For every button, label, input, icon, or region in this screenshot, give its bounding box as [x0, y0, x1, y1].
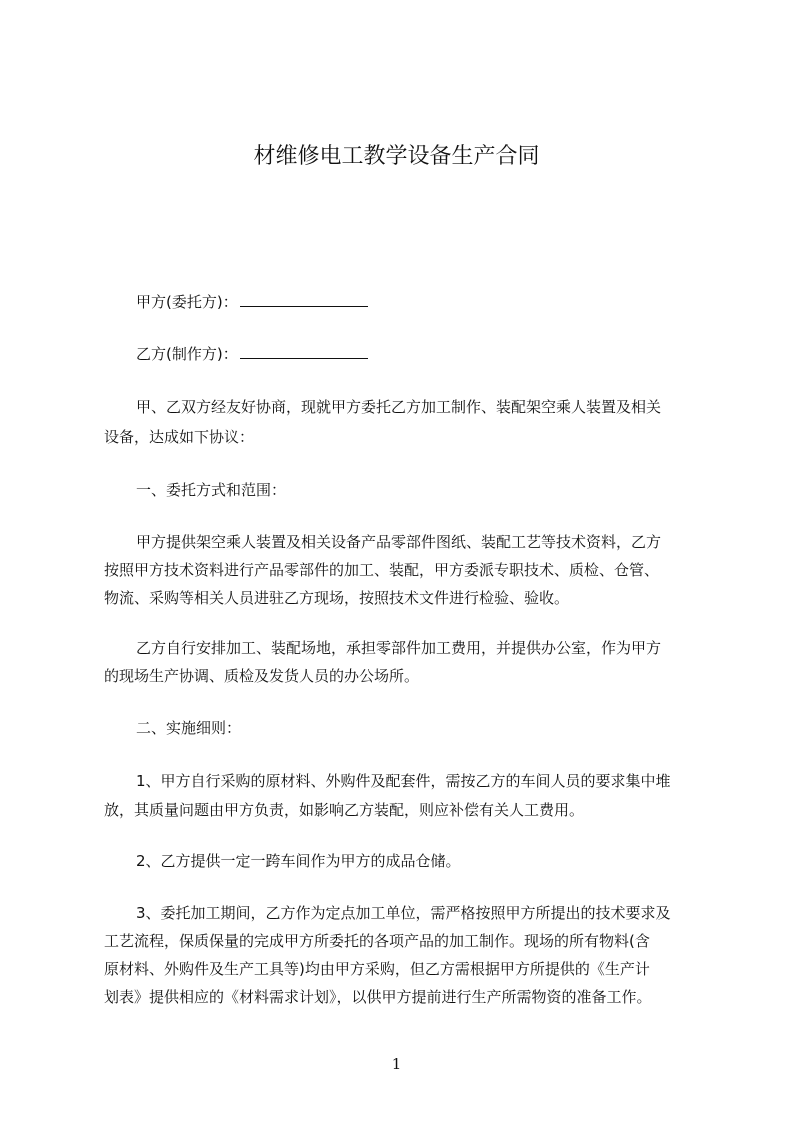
page-number: 1 — [391, 1055, 402, 1073]
item2-line-1: 2、乙方提供一定一跨车间作为甲方的成品仓储。 — [136, 852, 461, 870]
section1-para2-line-2: 的现场生产协调、质检及发货人员的办公场所。 — [104, 667, 420, 685]
item1-line-2: 放，其质量问题由甲方负责，如影响乙方装配，则应补偿有关人工费用。 — [104, 801, 585, 819]
section1-para2-line-1: 乙方自行安排加工、装配场地，承担零部件加工费用，并提供办公室，作为甲方 — [136, 639, 662, 657]
item3-line-2: 工艺流程，保质保量的完成甲方所委托的各项产品的加工制作。现场的所有物料(含 — [104, 932, 650, 950]
party-a-label: 甲方(委托方)： — [136, 293, 238, 311]
intro-line-1: 甲、乙双方经友好协商，现就甲方委托乙方加工制作、装配架空乘人装置及相关 — [136, 398, 662, 416]
intro-line-2: 设备，达成如下协议： — [104, 428, 255, 446]
item3-line-1: 3、委托加工期间，乙方作为定点加工单位，需严格按照甲方所提出的技术要求及 — [136, 904, 671, 922]
party-a-line — [104, 286, 736, 318]
item3-line-3: 原材料、外购件及生产工具等)均由甲方采购，但乙方需根据甲方所提供的《生产计 — [104, 960, 650, 978]
party-b-label: 乙方(制作方)： — [136, 345, 238, 363]
document-title: 材维修电工教学设备生产合同 — [253, 144, 540, 169]
section1-para1-line-1: 甲方提供架空乘人装置及相关设备产品零部件图纸、装配工艺等技术资料，乙方 — [136, 533, 662, 551]
section1-para1-line-3: 物流、采购等相关人员进驻乙方现场，按照技术文件进行检验、验收。 — [104, 589, 570, 607]
item3-line-4: 划表》提供相应的《材料需求计划》，以供甲方提前进行生产所需物资的准备工作。 — [104, 988, 652, 1006]
section2-heading: 二、实施细则： — [136, 719, 242, 737]
party-b-blank — [240, 346, 368, 359]
section1-heading: 一、委托方式和范围： — [136, 481, 287, 499]
party-a-blank — [240, 294, 368, 307]
section1-para1-line-2: 按照甲方技术资料进行产品零部件的加工、装配，甲方委派专职技术、质检、仓管、 — [104, 561, 660, 579]
party-b-line — [104, 338, 736, 370]
item1-line-1: 1、甲方自行采购的原材料、外购件及配套件，需按乙方的车间人员的要求集中堆 — [136, 772, 671, 790]
